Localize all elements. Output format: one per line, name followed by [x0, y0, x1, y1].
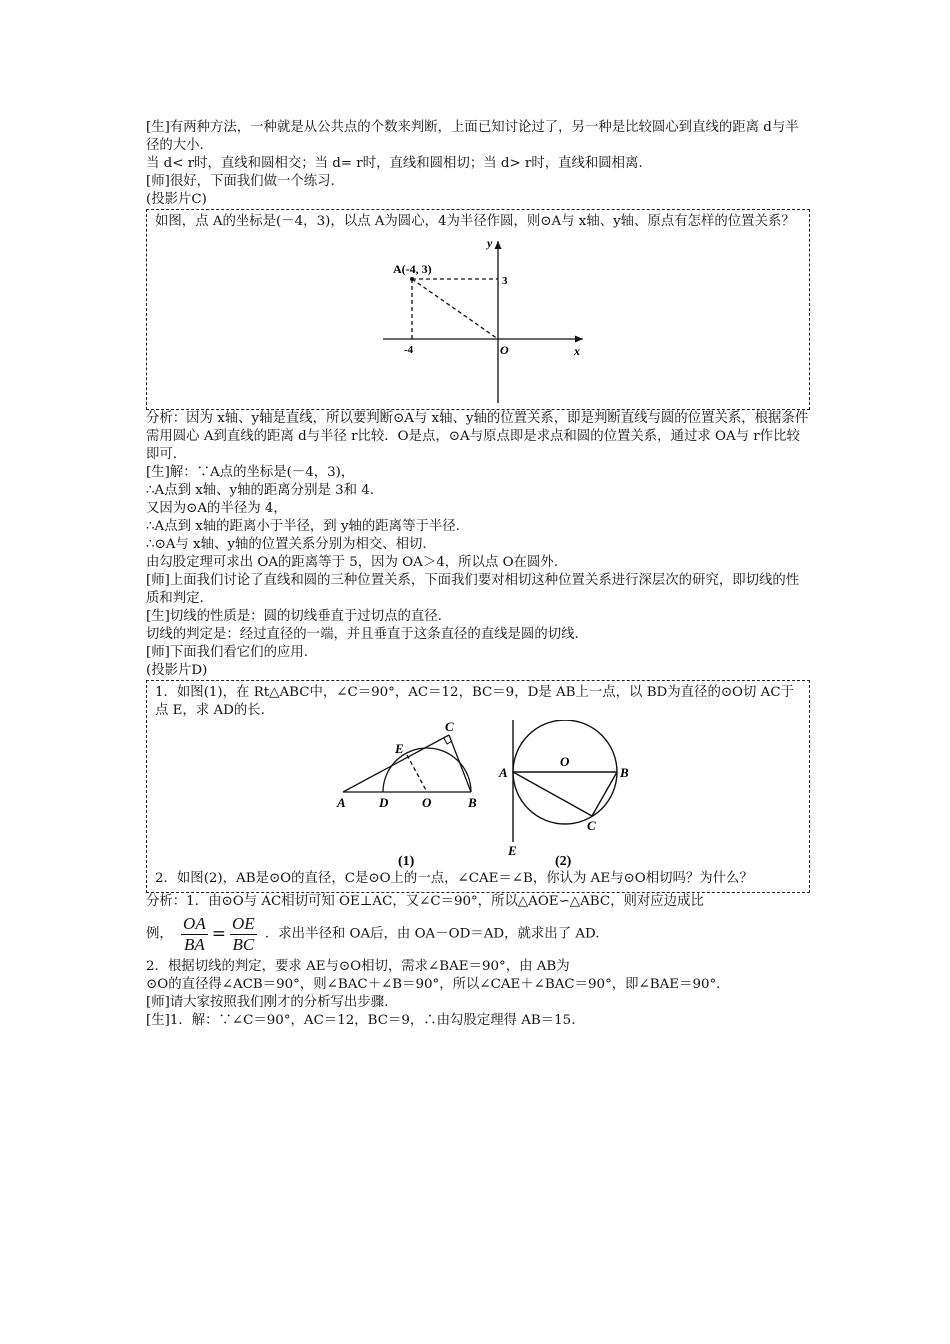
analysis-2-line-2: ⊙O的直径得∠ACB＝90°，则∠BAC＋∠B＝90°，所以∠CAE＋∠BAC＝90°，即∠BAE＝90°. — [146, 976, 721, 992]
label-a: A — [499, 765, 508, 780]
text-line: ∴⊙A与 x轴、y轴的位置关系分别为相交、相切. — [146, 537, 427, 552]
y-tick-label: 3 — [502, 275, 508, 287]
figure-1 — [336, 720, 477, 869]
label-a: A — [337, 795, 346, 810]
text-line: [生]切线的性质是：圆的切线垂直于过切点的直径. — [146, 609, 442, 624]
slide-c-box — [146, 209, 810, 410]
y-axis-label: y — [487, 236, 493, 250]
analysis-section — [146, 893, 810, 1030]
label-c: C — [587, 818, 596, 833]
label-o: O — [422, 795, 432, 810]
fraction-oe-bc — [230, 914, 257, 955]
discussion-section — [146, 410, 810, 680]
slide-d-box — [146, 680, 810, 893]
label-c: C — [445, 720, 454, 734]
analysis-2-line-1: 2．根据切线的判定，要求 AE与⊙O相切，需求∠BAE＝90°，由 AB为 — [146, 958, 570, 974]
text-line: 当 d< r时，直线和圆相交；当 d= r时，直线和圆相切；当 d> r时，直线和圆相离. — [146, 156, 643, 171]
geometry-figures — [155, 720, 803, 870]
geometry-svg — [155, 720, 805, 870]
teacher-line: [师]请大家按照我们刚才的分析写出步骤. — [146, 994, 389, 1010]
text-line: [师]很好，下面我们做一个练习. — [146, 174, 335, 189]
x-tick-label: -4 — [404, 344, 414, 356]
radius-oe — [407, 755, 427, 792]
equals-sign: = — [211, 924, 226, 944]
page-content — [146, 0, 810, 1030]
label-e: E — [508, 843, 517, 858]
x-axis-label: x — [574, 344, 580, 358]
text-line: [生]解：∵A点的坐标是(－4，3)， — [146, 465, 355, 480]
fraction-denominator: BA — [183, 934, 205, 954]
label-d: D — [379, 795, 389, 810]
slide-d-question-1: 1．如图(1)，在 Rt△ABC中，∠C＝90°，AC＝12，BC＝9，D是 AB上一点，以 BD为直径的⊙O切 AC于点 E，求 AD的长. — [155, 685, 794, 718]
analysis-text: 分析：因为 x轴、y轴是直线，所以要判断⊙A与 x轴、y轴的位置关系，即是判断直线与圆的位置关系，根据条件需用圆心 A到直线的距离 d与半径 r比较．O是点，⊙A与原点即是求点和圆的位置关系，通过求 OA与 r作比较即可. — [146, 411, 809, 462]
point-a — [410, 277, 414, 281]
caption-2: (2) — [555, 854, 572, 869]
label-b: B — [468, 795, 477, 810]
x-axis-arrow — [575, 336, 583, 343]
text-line: ∴A点到 x轴的距离小于半径，到 y轴的距离等于半径. — [146, 519, 460, 534]
label-b: B — [620, 765, 629, 780]
caption-1: (1) — [398, 854, 415, 869]
text-line: 由勾股定理可求出 OA的距离等于 5，因为 OA＞4，所以点 O在圆外. — [146, 555, 558, 570]
fraction-denominator: BC — [232, 934, 255, 954]
fraction-numerator: OA — [183, 913, 206, 933]
segment-ac — [513, 772, 592, 816]
dashed-to-origin — [412, 279, 498, 339]
point-a-label: A(-4, 3) — [393, 262, 432, 276]
text-line: 切线的判定是：经过直径的一端，并且垂直于这条直径的直线是圆的切线. — [146, 627, 579, 642]
origin-label: O — [500, 343, 509, 357]
slide-c-question: 如图，点 A的坐标是(－4，3)，以点 A为圆心，4为半径作圆，则⊙A与 x轴、y轴、原点有怎样的位置关系？ — [155, 214, 795, 229]
slide-label: (投影片D) — [146, 663, 208, 678]
analysis-1-fraction-line — [146, 911, 810, 958]
text-line: [师]下面我们看它们的应用. — [146, 645, 309, 660]
slide-d-question-2: 2．如图(2)，AB是⊙O的直径，C是⊙O上的一点，∠CAE＝∠B，你认为 AE与⊙O相切吗？为什么？ — [155, 871, 753, 886]
figure-2 — [498, 720, 629, 869]
intro-section — [146, 0, 810, 209]
label-e: E — [395, 741, 404, 756]
slide-label: (投影片C) — [146, 192, 207, 207]
analysis-1: 分析：1．由⊙O与 AC相切可知 OE⊥AC，又∠C＝90°，所以△AOE∽△ABC，则对应边成比 — [146, 894, 704, 909]
text-line: [生]有两种方法，一种就是从公共点的个数来判断，上面已知讨论过了，另一种是比较圆心到直线的距离 d与半径的大小. — [146, 120, 799, 153]
coordinate-svg — [155, 231, 805, 405]
label-o: O — [560, 754, 570, 769]
segment-cb — [592, 772, 617, 816]
fraction-suffix: ．求出半径和 OA后，由 OA－OD＝AD，就求出了 AD. — [264, 926, 600, 942]
text-line: ∴A点到 x轴、y轴的距离分别是 3和 4. — [146, 483, 375, 498]
y-axis-arrow — [495, 241, 502, 249]
fraction-numerator: OE — [231, 913, 255, 933]
coordinate-figure — [155, 231, 803, 405]
text-line: [师]上面我们讨论了直线和圆的三种位置关系，下面我们要对相切这种位置关系进行深层次的研究，即切线的性质和判定. — [146, 573, 800, 606]
student-line: [生]1．解：∵∠C＝90°，AC＝12，BC＝9，∴由勾股定理得 AB＝15. — [146, 1012, 576, 1028]
fraction-prefix: 例， — [146, 926, 173, 942]
fraction-oa-ba — [181, 914, 208, 955]
text-line: 又因为⊙A的半径为 4， — [146, 501, 287, 516]
